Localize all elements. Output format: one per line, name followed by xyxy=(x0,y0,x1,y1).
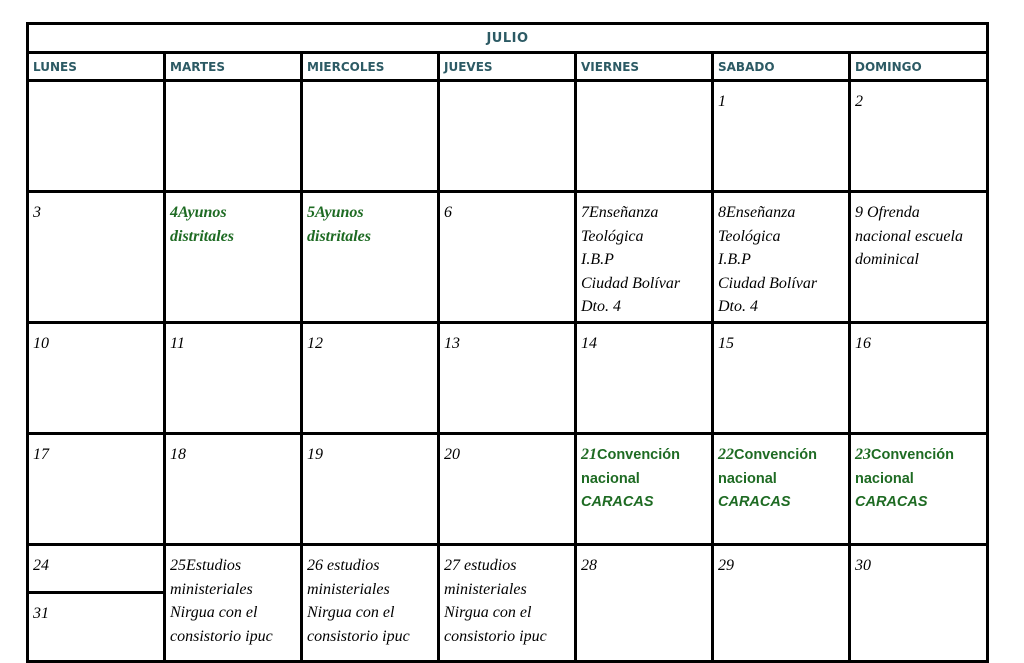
event-line: consistorio ipuc xyxy=(444,627,547,645)
event-line: Teológica xyxy=(718,227,781,245)
weekday-wednesday: MIERCOLES xyxy=(302,53,439,81)
event-city: CARACAS xyxy=(581,494,654,510)
day-cell-22 xyxy=(713,434,850,545)
day-cell-9 xyxy=(850,192,988,323)
day-cell-24: 24 xyxy=(29,546,163,594)
event-line: consistorio ipuc xyxy=(307,627,410,645)
day-cell-3: 3 xyxy=(28,192,165,323)
event-line: 26 estudios xyxy=(307,557,380,574)
day-cell-21 xyxy=(576,434,713,545)
event-line: ministeriales xyxy=(307,580,390,598)
weekday-saturday: SABADO xyxy=(713,53,850,81)
event-detail: nacional xyxy=(855,470,914,487)
event-line: I.B.P xyxy=(581,251,614,268)
weekday-monday: LUNES xyxy=(28,53,165,81)
event-detail: distritales xyxy=(307,227,372,245)
weekday-friday: VIERNES xyxy=(576,53,713,81)
day-cell-31: 31 xyxy=(33,605,49,622)
event-line: Dto. 4 xyxy=(581,298,621,315)
event-line: Teológica xyxy=(581,227,644,245)
day-cell-29: 29 xyxy=(713,545,850,662)
weekday-thursday: JUEVES xyxy=(439,53,576,81)
day-number: 4 xyxy=(170,204,178,221)
day-cell-16: 16 xyxy=(850,323,988,434)
event-title: Ayunos xyxy=(315,204,364,221)
day-cell-18: 18 xyxy=(165,434,302,545)
day-cell-empty xyxy=(302,81,439,192)
day-cell-6: 6 xyxy=(439,192,576,323)
event-line: Nirgua con el xyxy=(307,604,395,621)
july-calendar-table xyxy=(26,22,989,663)
event-line: 8Enseñanza xyxy=(718,204,796,221)
day-cell-7 xyxy=(576,192,713,323)
event-line: 25Estudios xyxy=(170,557,242,574)
event-line: consistorio ipuc xyxy=(170,627,273,645)
day-number: 21 xyxy=(581,446,597,463)
day-cell-30: 30 xyxy=(850,545,988,662)
day-cell-5 xyxy=(302,192,439,323)
day-cell-10: 10 xyxy=(28,323,165,434)
event-title: Convención xyxy=(597,447,680,463)
day-cell-empty xyxy=(439,81,576,192)
event-line: Nirgua con el xyxy=(170,604,258,621)
day-cell-11: 11 xyxy=(165,323,302,434)
day-cell-empty xyxy=(28,81,165,192)
event-detail: nacional xyxy=(718,470,777,487)
day-cell-2: 2 xyxy=(850,81,988,192)
weekday-sunday: DOMINGO xyxy=(850,53,988,81)
event-city: CARACAS xyxy=(718,494,791,510)
day-cell-empty xyxy=(165,81,302,192)
event-title: Ayunos xyxy=(178,204,227,221)
event-detail: distritales xyxy=(170,227,235,245)
event-line: I.B.P xyxy=(718,251,751,268)
event-line: dominical xyxy=(855,251,919,268)
event-title: Convención xyxy=(871,447,954,463)
day-cell-15: 15 xyxy=(713,323,850,434)
event-line: 27 estudios xyxy=(444,557,517,574)
day-number: 23 xyxy=(855,446,871,463)
event-title: Convención xyxy=(734,447,817,463)
event-line: Ciudad Bolívar xyxy=(718,274,818,292)
day-cell-1: 1 xyxy=(713,81,850,192)
day-cell-8 xyxy=(713,192,850,323)
day-cell-12: 12 xyxy=(302,323,439,434)
event-city: CARACAS xyxy=(855,494,928,510)
day-cell-19: 19 xyxy=(302,434,439,545)
month-title: JULIO xyxy=(28,24,988,53)
day-cell-20: 20 xyxy=(439,434,576,545)
event-line: 9 Ofrenda xyxy=(855,204,920,221)
day-number: 5 xyxy=(307,204,315,221)
day-cell-empty xyxy=(576,81,713,192)
day-cell-17: 17 xyxy=(28,434,165,545)
day-cell-27 xyxy=(439,545,576,662)
day-cell-13: 13 xyxy=(439,323,576,434)
day-cell-24-31 xyxy=(28,545,165,662)
event-line: Dto. 4 xyxy=(718,298,758,315)
event-detail: nacional xyxy=(581,470,640,487)
event-line: Nirgua con el xyxy=(444,604,532,621)
day-cell-4 xyxy=(165,192,302,323)
day-number: 22 xyxy=(718,446,734,463)
day-cell-26 xyxy=(302,545,439,662)
event-line: nacional escuela xyxy=(855,227,963,245)
day-cell-28: 28 xyxy=(576,545,713,662)
event-line: 7Enseñanza xyxy=(581,204,659,221)
day-cell-14: 14 xyxy=(576,323,713,434)
day-cell-23 xyxy=(850,434,988,545)
day-cell-25 xyxy=(165,545,302,662)
weekday-tuesday: MARTES xyxy=(165,53,302,81)
event-line: Ciudad Bolívar xyxy=(581,274,681,292)
event-line: ministeriales xyxy=(444,580,527,598)
event-line: ministeriales xyxy=(170,580,253,598)
